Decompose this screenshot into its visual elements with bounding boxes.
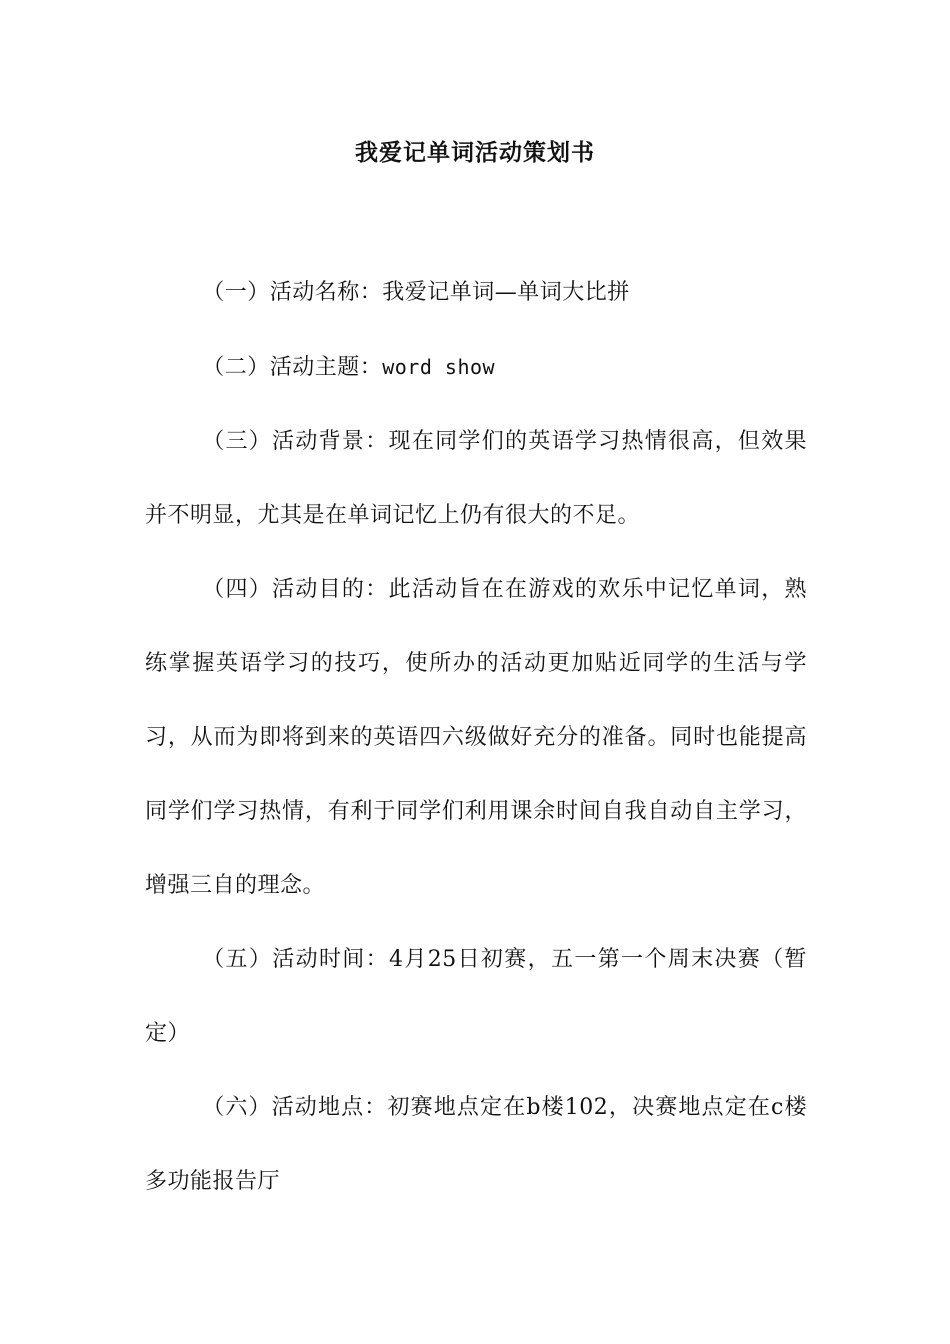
paragraph-content: 现在同学们的英语学习热情很高，但效果并不明显，尤其是在单词记忆上仍有很大的不足。 [145, 429, 807, 528]
paragraph-content: 4月25日初赛，五一第一个周末决赛（暂定） [145, 947, 807, 1046]
paragraph-activity-background [145, 405, 807, 553]
paragraph-content: 我爱记单词—单词大比拼 [382, 280, 630, 305]
paragraph-label: （四）活动目的： [202, 577, 389, 602]
paragraph-label: （二）活动主题： [202, 355, 383, 380]
paragraph-activity-purpose [145, 553, 807, 923]
paragraph-activity-theme [145, 330, 807, 405]
paragraph-activity-location [145, 1071, 807, 1219]
paragraph-label: （五）活动时间： [202, 947, 390, 972]
document-body [145, 256, 807, 1219]
paragraph-activity-time [145, 923, 807, 1071]
paragraph-label: （一）活动名称： [202, 280, 383, 305]
paragraph-label: （六）活动地点： [202, 1095, 388, 1120]
document-title: 我爱记单词活动策划书 [355, 139, 595, 166]
paragraph-label: （三）活动背景： [202, 429, 389, 454]
paragraph-content: 此活动旨在在游戏的欢乐中记忆单词，熟练掌握英语学习的技巧，使所办的活动更加贴近同学的生活与学习，从而为即将到来的英语四六级做好充分的准备。同时也能提高同学们学习热情，有利于同学们利用课余时间自我自动自主学习，增强三自的理念。 [145, 577, 807, 898]
paragraph-content: 初赛地点定在b楼102，决赛地点定在c楼多功能报告厅 [145, 1095, 807, 1194]
paragraph-activity-name [145, 256, 807, 330]
paragraph-content: word show [382, 355, 496, 379]
